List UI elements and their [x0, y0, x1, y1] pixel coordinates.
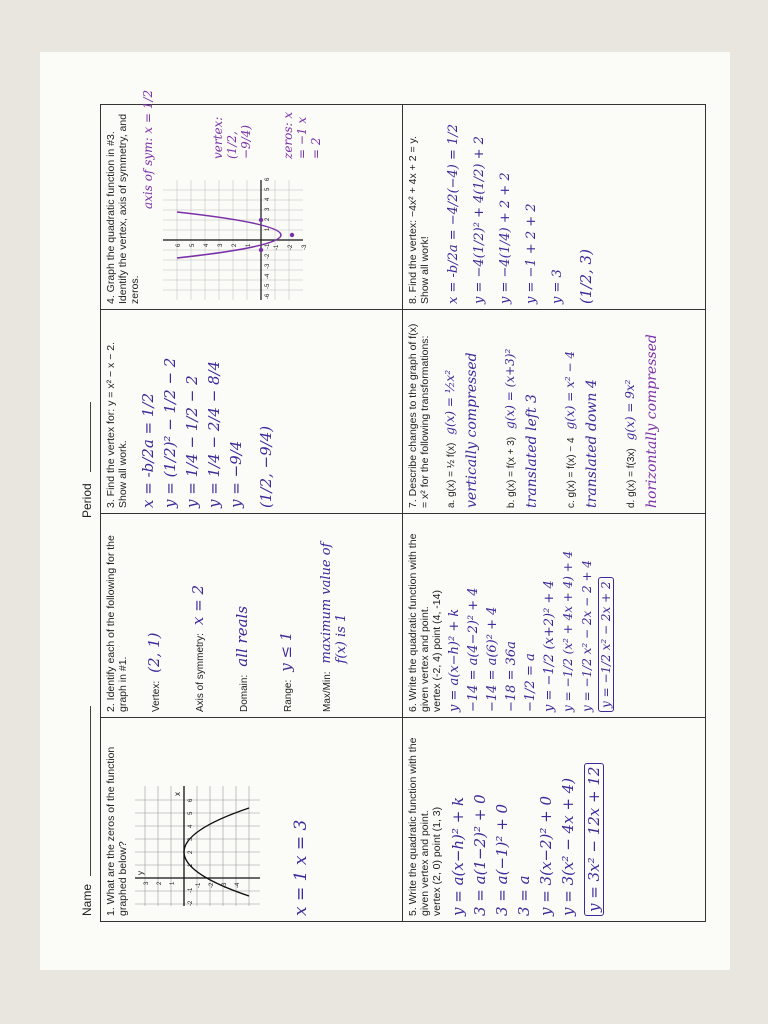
- vertex-point: [290, 233, 294, 237]
- transform-label: d. g(x) = f(3x): [626, 448, 637, 508]
- transform-work: g(x) = ½x²: [443, 369, 457, 435]
- rotated-worksheet: [60, 72, 710, 950]
- range-answer: y ≤ 1: [277, 631, 295, 672]
- work-line: x = -b/2a = 1/2: [139, 392, 157, 508]
- tick-label: -4: [265, 273, 271, 279]
- work-line: y = −1 + 2 + 2: [524, 203, 539, 304]
- problem-5-given: vertex (2, 0) point (1, 3): [431, 806, 443, 916]
- work-line: y = −1/2 (x² + 4x + 4) + 4: [561, 550, 575, 712]
- vertex-label: Vertex:: [151, 680, 162, 712]
- tick-label: 3: [188, 837, 194, 841]
- work-line: x = -b/2a = −4/2(−4) = 1/2: [446, 124, 461, 304]
- problem-7-prompt: 7. Describe changes to the graph of f(x) = x² for the following transformations:: [407, 323, 431, 508]
- tick-label: 4: [188, 824, 194, 828]
- work-line: y = 1/4 − 1/2 − 2: [183, 375, 201, 508]
- tick-label: 6: [188, 798, 194, 802]
- work-line: y = −4(1/2)² + 4(1/2) + 2: [472, 136, 487, 304]
- tick-label: 1: [265, 227, 271, 231]
- tick-label: -2: [265, 253, 271, 259]
- tick-label: 6: [265, 177, 271, 181]
- tick-label: -1: [274, 244, 280, 250]
- problem-3: [101, 309, 403, 513]
- tick-label: 5: [265, 187, 271, 191]
- zeros-note: zeros: x = −1 x = 2: [281, 111, 323, 159]
- work-line: y = a(x−h)² + k: [447, 608, 462, 712]
- work-line: y = −9/4: [227, 440, 245, 508]
- range-label: Range:: [283, 679, 294, 712]
- work-line: (1/2, −9/4): [257, 425, 275, 508]
- tick-label: 6: [176, 243, 182, 247]
- work-line: −14 = a(6)² + 4: [485, 606, 500, 712]
- axis-label: Axis of symmetry:: [195, 633, 206, 712]
- problem-5: [403, 717, 705, 921]
- problem-7: [403, 309, 705, 513]
- zero-point: [259, 218, 263, 222]
- name-line: [80, 706, 91, 876]
- problem-6-prompt: 6. Write the quadratic function with the given vertex and point.: [407, 533, 431, 712]
- tick-label: 3: [218, 243, 224, 247]
- domain-answer: all reals: [233, 605, 251, 667]
- transform-answer: translated left 3: [524, 394, 540, 508]
- tick-label: 3: [265, 207, 271, 211]
- y-axis-label: y: [136, 871, 145, 875]
- problem-8-prompt: 8. Find the vertex: −4x² + 4x + 2 = y. Show all work!: [407, 136, 431, 304]
- transform-label: b. g(x) = f(x + 3): [506, 436, 517, 508]
- transform-answer: vertically compressed: [464, 352, 480, 508]
- tick-label: -2: [188, 900, 194, 906]
- transform-work: g(x) = 9x²: [623, 379, 637, 441]
- problem-grid: [100, 89, 706, 922]
- work-line: y = −1/2 (x+2)² + 4: [542, 580, 557, 712]
- final-answer: y = 3x² − 12x + 12: [584, 763, 604, 916]
- problem-1-graph: [135, 786, 275, 906]
- tick-label: -2: [209, 882, 215, 888]
- work-line: −14 = a(4−2)² + 4: [466, 587, 481, 712]
- tick-label: -6: [265, 293, 271, 299]
- tick-label: -3: [222, 882, 228, 888]
- vertex-note: vertex: (1/2, −9/4): [211, 116, 253, 159]
- work-line: y = 3: [550, 269, 565, 304]
- tick-label: 2: [232, 243, 238, 247]
- problem-1: [101, 717, 403, 921]
- zero-point: [259, 248, 263, 252]
- transform-work: g(x) = (x+3)²: [503, 348, 517, 429]
- tick-label: 5: [188, 811, 194, 815]
- work-line: y = 3(x² − 4x + 4): [559, 777, 577, 916]
- work-line: (1/2, 3): [577, 249, 595, 304]
- work-line: y = −4(1/4) + 2 + 2: [498, 172, 513, 304]
- work-line: 3 = a(−1)² + 0: [493, 803, 511, 916]
- header: [64, 72, 100, 950]
- worksheet-paper: [40, 52, 730, 970]
- period-label: Period: [80, 483, 94, 518]
- domain-label: Domain:: [239, 674, 250, 712]
- x-axis-label: x: [173, 792, 182, 796]
- name-label: Name: [80, 883, 94, 916]
- maxmin-label: Max/Min:: [322, 671, 333, 712]
- problem-4-graph: [163, 177, 308, 300]
- work-line: 3 = a(1−2)² + 0: [471, 794, 489, 916]
- transform-label: a. g(x) = ½ f(x): [446, 442, 457, 508]
- transform-work: g(x) = x² − 4: [563, 351, 577, 430]
- tick-label: 3: [144, 881, 150, 885]
- work-line: −1/2 = a: [523, 653, 538, 712]
- tick-label: -5: [265, 283, 271, 289]
- tick-label: 2: [157, 881, 163, 885]
- problem-4-prompt: 4. Graph the quadratic function in #3. Identify the vertex, axis of symmetry, and zeros.: [105, 113, 141, 304]
- axis-answer: x = 2: [189, 584, 207, 626]
- tick-label: -1: [188, 887, 194, 893]
- tick-label: 2: [265, 217, 271, 221]
- worksheet-sheet: [60, 72, 710, 950]
- tick-label: 5: [190, 243, 196, 247]
- tick-label: -3: [302, 244, 308, 250]
- problem-6: [403, 513, 705, 717]
- work-line: 3 = a: [515, 875, 533, 916]
- maxmin-answer: maximum value of f(x) is 1: [319, 542, 349, 664]
- tick-label: 4: [204, 243, 210, 247]
- tick-label: -1: [265, 243, 271, 249]
- problem-3-prompt: 3. Find the vertex for: y = x² − x − 2. Show all work.: [105, 341, 129, 508]
- transform-label: c. g(x) = f(x) − 4: [566, 437, 577, 508]
- tick-label: -2: [288, 244, 294, 250]
- axis-of-symmetry-note: axis of sym: x = 1/2: [141, 89, 155, 209]
- work-line: y = 3(x−2)² + 0: [537, 795, 555, 916]
- problem-2: [101, 513, 403, 717]
- work-line: y = 1/4 − 2/4 − 8/4: [205, 360, 223, 508]
- work-line: y = (1/2)² − 1/2 − 2: [161, 357, 179, 508]
- problem-1-prompt: 1. What are the zeros of the function graphed below?: [105, 746, 129, 916]
- problem-5-prompt: 5. Write the quadratic function with the given vertex and point.: [407, 737, 431, 916]
- vertex-answer: (2, 1): [145, 632, 163, 673]
- tick-label: 2: [188, 850, 194, 854]
- problem-8: [403, 105, 705, 309]
- tick-label: -1: [196, 882, 202, 888]
- transform-answer: horizontally compressed: [644, 334, 660, 508]
- tick-label: 1: [188, 863, 194, 867]
- tick-label: -4: [235, 882, 241, 888]
- tick-label: 1: [170, 881, 176, 885]
- period-line: [80, 402, 91, 472]
- work-line: −18 = 36a: [504, 641, 519, 712]
- problem-2-prompt: 2. Identify each of the following for the graph in #1.: [105, 535, 129, 712]
- transform-answer: translated down 4: [584, 379, 600, 508]
- problem-4: [101, 89, 403, 309]
- tick-label: 4: [265, 197, 271, 201]
- problem-6-given: vertex (-2, 4) point (4, -14): [431, 590, 443, 712]
- work-line: y = −1/2 x² − 2x − 2 + 4: [580, 560, 594, 712]
- tick-label: 1: [246, 243, 252, 247]
- problem-1-answer: x = 1 x = 3: [291, 819, 311, 916]
- final-answer: y = −1/2 x² − 2x + 2: [598, 577, 614, 712]
- work-line: y = a(x−h)² + k: [449, 796, 467, 916]
- tick-label: -3: [265, 263, 271, 269]
